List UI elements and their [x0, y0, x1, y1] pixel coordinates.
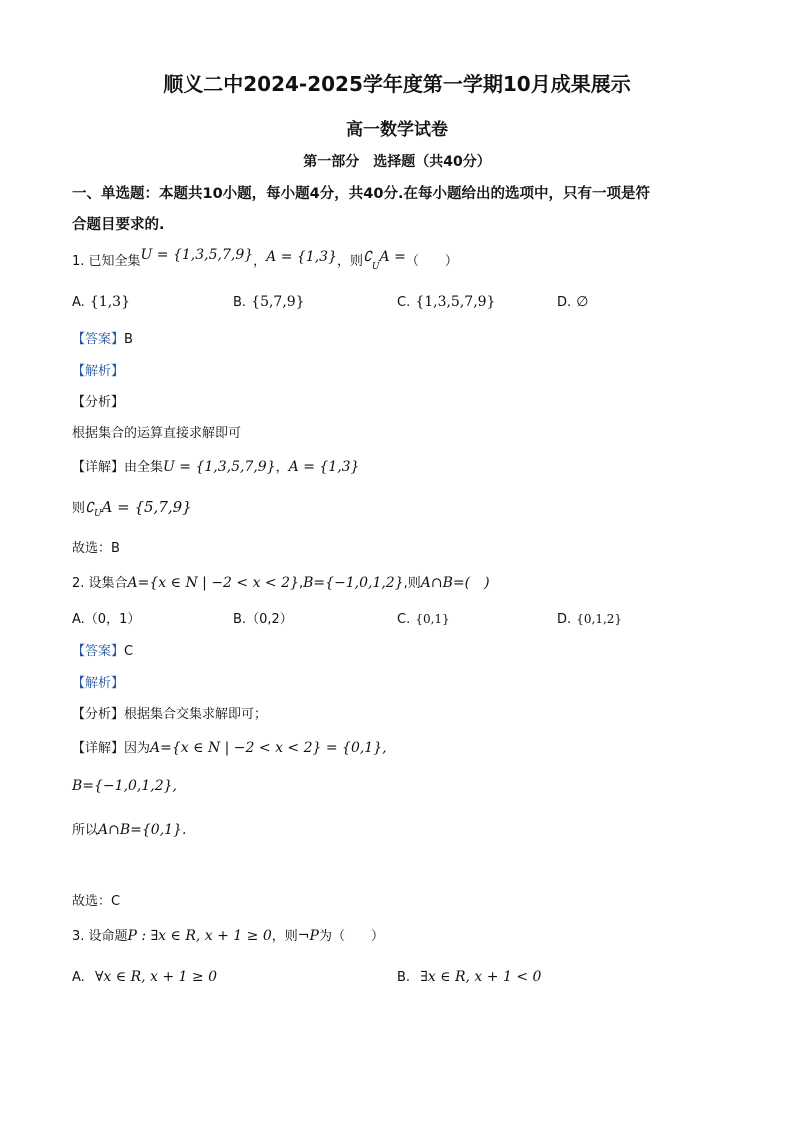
q1-stem — [72, 247, 458, 273]
q1-stem-eq: A = — [379, 249, 406, 265]
q1-stem-pre: 1. 已知全集 — [72, 254, 141, 269]
q1-option-c: C. {1,3,5,7,9} — [397, 294, 496, 310]
q1-analysis-tag: 【解析】 — [72, 364, 125, 379]
q2-stem: 2. 设集合A={x ∈ N | −2 < x < 2},B={−1,0,1,2},则A∩B=( ) — [72, 575, 490, 591]
q2-stem-question: A∩B=( ) — [420, 575, 490, 591]
q1-stem-paren: （ ） — [405, 254, 458, 269]
q3-stem: 3. 设命题P : ∃x ∈ R, x + 1 ≥ 0，则¬P为（ ） — [72, 928, 384, 944]
q1-option-a: A. {1,3} — [72, 294, 130, 310]
q2-analysis-tag: 【解析】 — [72, 676, 125, 691]
q2-line-b: B={−1,0,1,2}, — [72, 778, 177, 794]
q2-option-b: B.（0,2） — [233, 612, 293, 627]
q3-option-b: B. ∃x ∈ R, x + 1 < 0 — [397, 969, 542, 985]
q1-xiangjie-set-u: U = {1,3,5,7,9} — [163, 459, 276, 475]
q1-fenxi-text: 根据集合的运算直接求解即可 — [72, 426, 242, 441]
q1-stem-set-a: A = {1,3} — [266, 249, 337, 265]
q1-xiangjie: 【详解】由全集U = {1,3,5,7,9}，A = {1,3} — [72, 459, 360, 475]
section-intro-line1: 一、单选题：本题共10小题，每小题4分，共40分.在每小题给出的选项中，只有一项是符 — [72, 186, 650, 202]
q1-xiangjie-set-a: A = {1,3} — [288, 459, 360, 475]
q3-option-a: A. ∀x ∈ R, x + 1 ≥ 0 — [72, 969, 217, 985]
q2-stem-set-a: A={x ∈ N | −2 < x < 2} — [127, 575, 299, 591]
q1-option-d: D. ∅ — [557, 294, 589, 310]
q3-negation: ¬P — [297, 928, 319, 944]
q2-so-line: 所以A∩B={0,1}. — [72, 822, 187, 838]
q2-xiangjie-expr: A={x ∈ N | −2 < x < 2} = {0,1}, — [150, 740, 387, 756]
q2-option-c: C. {0,1} — [397, 612, 450, 627]
q1-stem-set-u: U = {1,3,5,7,9} — [140, 247, 254, 263]
q2-intersection-result: A∩B={0,1}. — [98, 822, 187, 838]
q2-option-d: D. {0,1,2} — [557, 612, 623, 627]
q1-complement-result: A = {5,7,9} — [101, 498, 192, 516]
paper-subtitle: 高一数学试卷 — [346, 120, 448, 140]
q1-then-line: 则$∁_UA = \{5,7,9\}$ — [72, 498, 192, 520]
q1-answer: 【答案】B — [72, 332, 133, 347]
q2-stem-set-b: B={−1,0,1,2} — [303, 575, 404, 591]
q2-choice: 故选：C — [72, 894, 121, 909]
q1-choice: 故选：B — [72, 541, 120, 556]
q2-answer: 【答案】C — [72, 644, 134, 659]
section-intro-line2: 合题目要求的. — [72, 217, 165, 233]
q3-proposition: P : ∃x ∈ R, x + 1 ≥ 0 — [127, 928, 272, 944]
q1-option-b: B. {5,7,9} — [233, 294, 305, 310]
q1-complement-symbol: ∁ — [363, 249, 372, 265]
q2-option-a: A.（0，1） — [72, 612, 141, 627]
part-heading: 第一部分 选择题（共40分） — [303, 154, 491, 170]
page-title: 顺义二中2024-2025学年度第一学期10月成果展示 — [163, 72, 631, 96]
q1-stem-mid: ， — [253, 254, 267, 269]
q1-complement-sub: U — [371, 262, 380, 273]
q2-fenxi: 【分析】根据集合交集求解即可； — [72, 707, 268, 722]
q2-xiangjie: 【详解】因为A={x ∈ N | −2 < x < 2} = {0,1}, — [72, 740, 387, 756]
q1-stem-then: ，则 — [336, 254, 363, 269]
q1-fenxi-tag: 【分析】 — [72, 395, 125, 410]
